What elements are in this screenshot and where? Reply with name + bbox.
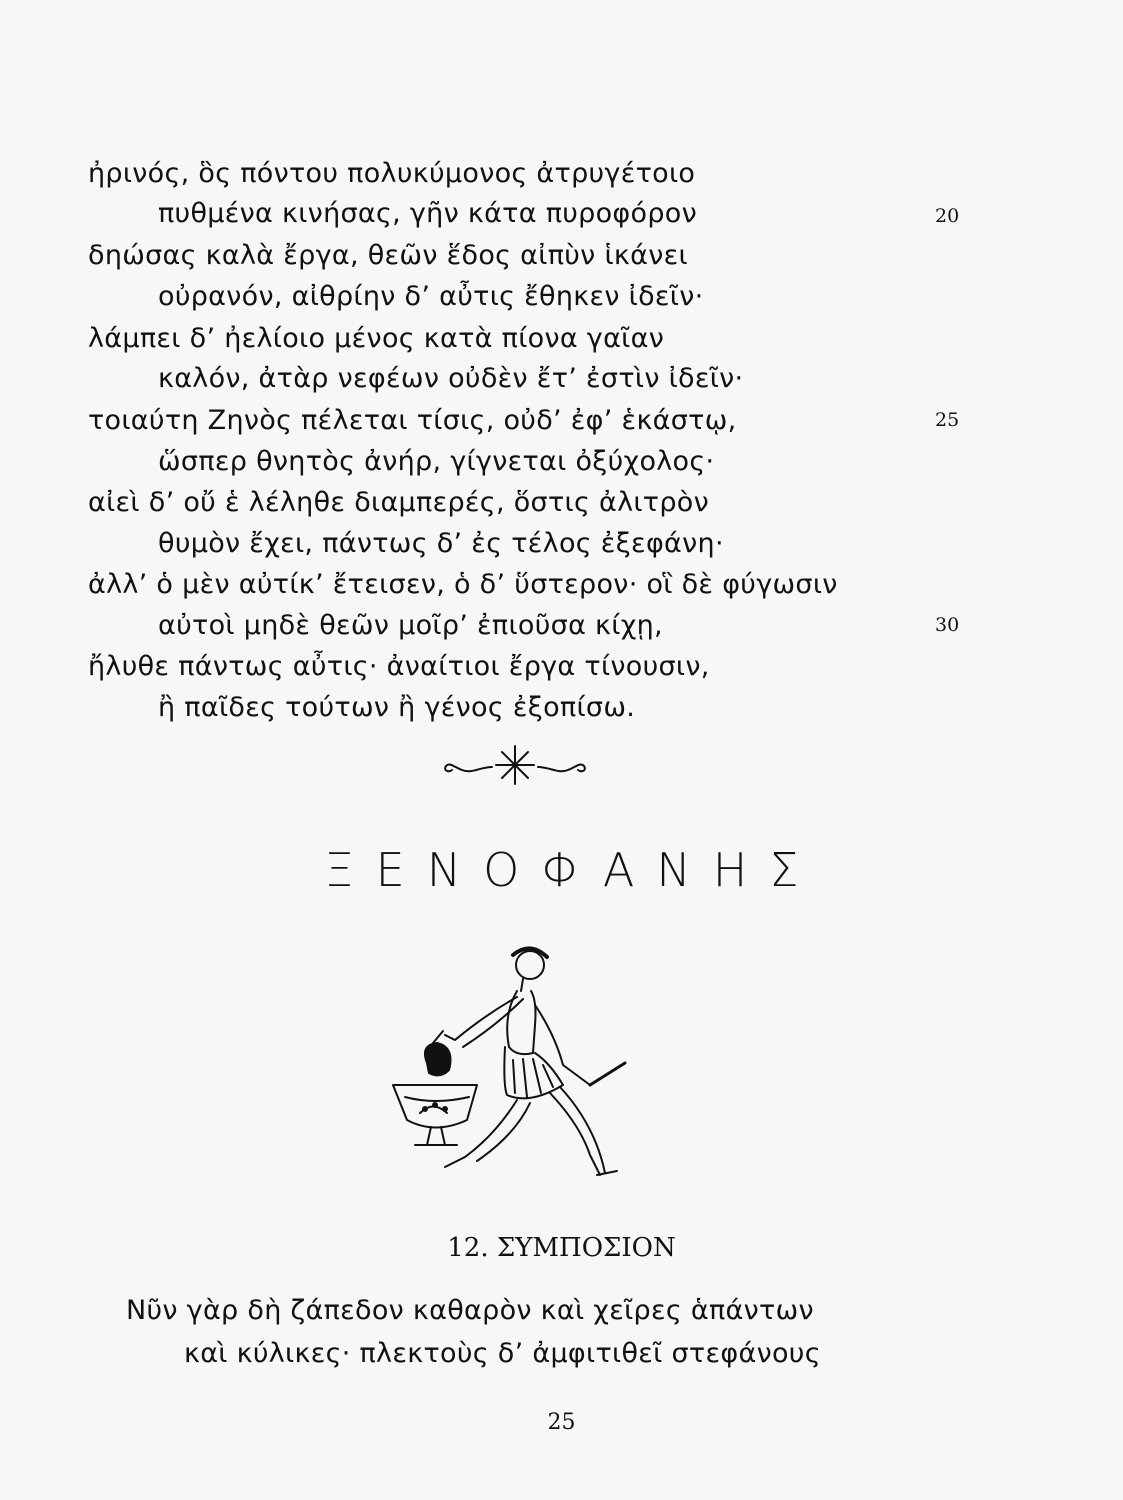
author-heading: ΞΕΝΟΦΑΝΗΣ (324, 843, 821, 897)
line-number: 20 (935, 205, 960, 227)
poem-line: αἰεὶ δ’ οὔ ἑ λέληθε διαμπερές, ὅστις ἀλιτρὸν (88, 487, 709, 518)
section-title: 12. ΣΥΜΠΟΣΙΟΝ (447, 1233, 676, 1263)
poem-line: ὥσπερ θνητὸς ἀνήρ, γίγνεται ὀξύχολος· (158, 446, 715, 477)
star-ornament-icon (440, 740, 590, 790)
greek-figure-illustration (385, 935, 655, 1185)
poem-line: οὐρανόν, αἰθρίην δ’ αὖτις ἔθηκεν ἰδεῖν· (158, 281, 704, 312)
poem-line: θυμὸν ἔχει, πάντως δ’ ἐς τέλος ἐξεφάνη· (158, 528, 724, 559)
section-line: καὶ κύλικες· πλεκτοὺς δ’ ἀμφιτιθεῖ στεφάνους (184, 1338, 821, 1369)
poem-line: λάμπει δ’ ἠελίοιο μένος κατὰ πίονα γαῖαν (88, 323, 665, 354)
poem-line: δηώσας καλὰ ἔργα, θεῶν ἕδος αἰπὺν ἱκάνει (88, 240, 688, 271)
line-number: 30 (935, 614, 960, 636)
poem-line: αὐτοὶ μηδὲ θεῶν μοῖρ’ ἐπιοῦσα κίχῃ, (158, 610, 663, 641)
poem-line: ἠρινός, ὃς πόντου πολυκύμονος ἀτρυγέτοιο (88, 158, 696, 189)
poem-line: ἀλλ’ ὁ μὲν αὐτίκ’ ἔτεισεν, ὁ δ’ ὕστερον· οἳ δὲ φύγωσιν (88, 569, 838, 600)
line-number: 25 (935, 409, 960, 431)
poem-line: πυθμένα κινήσας, γῆν κάτα πυροφόρον (158, 198, 698, 229)
poem-line: καλόν, ἀτὰρ νεφέων οὐδὲν ἔτ’ ἐστὶν ἰδεῖν· (158, 363, 744, 394)
section-line: Νῦν γὰρ δὴ ζάπεδον καθαρὸν καὶ χεῖρες ἁπάντων (126, 1295, 814, 1326)
poem-line: ἤλυθε πάντως αὖτις· ἀναίτιοι ἔργα τίνουσιν, (88, 651, 710, 682)
page-number: 25 (547, 1410, 576, 1435)
poem-line: ἢ παῖδες τούτων ἢ γένος ἐξοπίσω. (158, 692, 636, 723)
poem-line: τοιαύτη Ζηνὸς πέλεται τίσις, οὐδ’ ἐφ’ ἑκάστῳ, (88, 405, 737, 436)
